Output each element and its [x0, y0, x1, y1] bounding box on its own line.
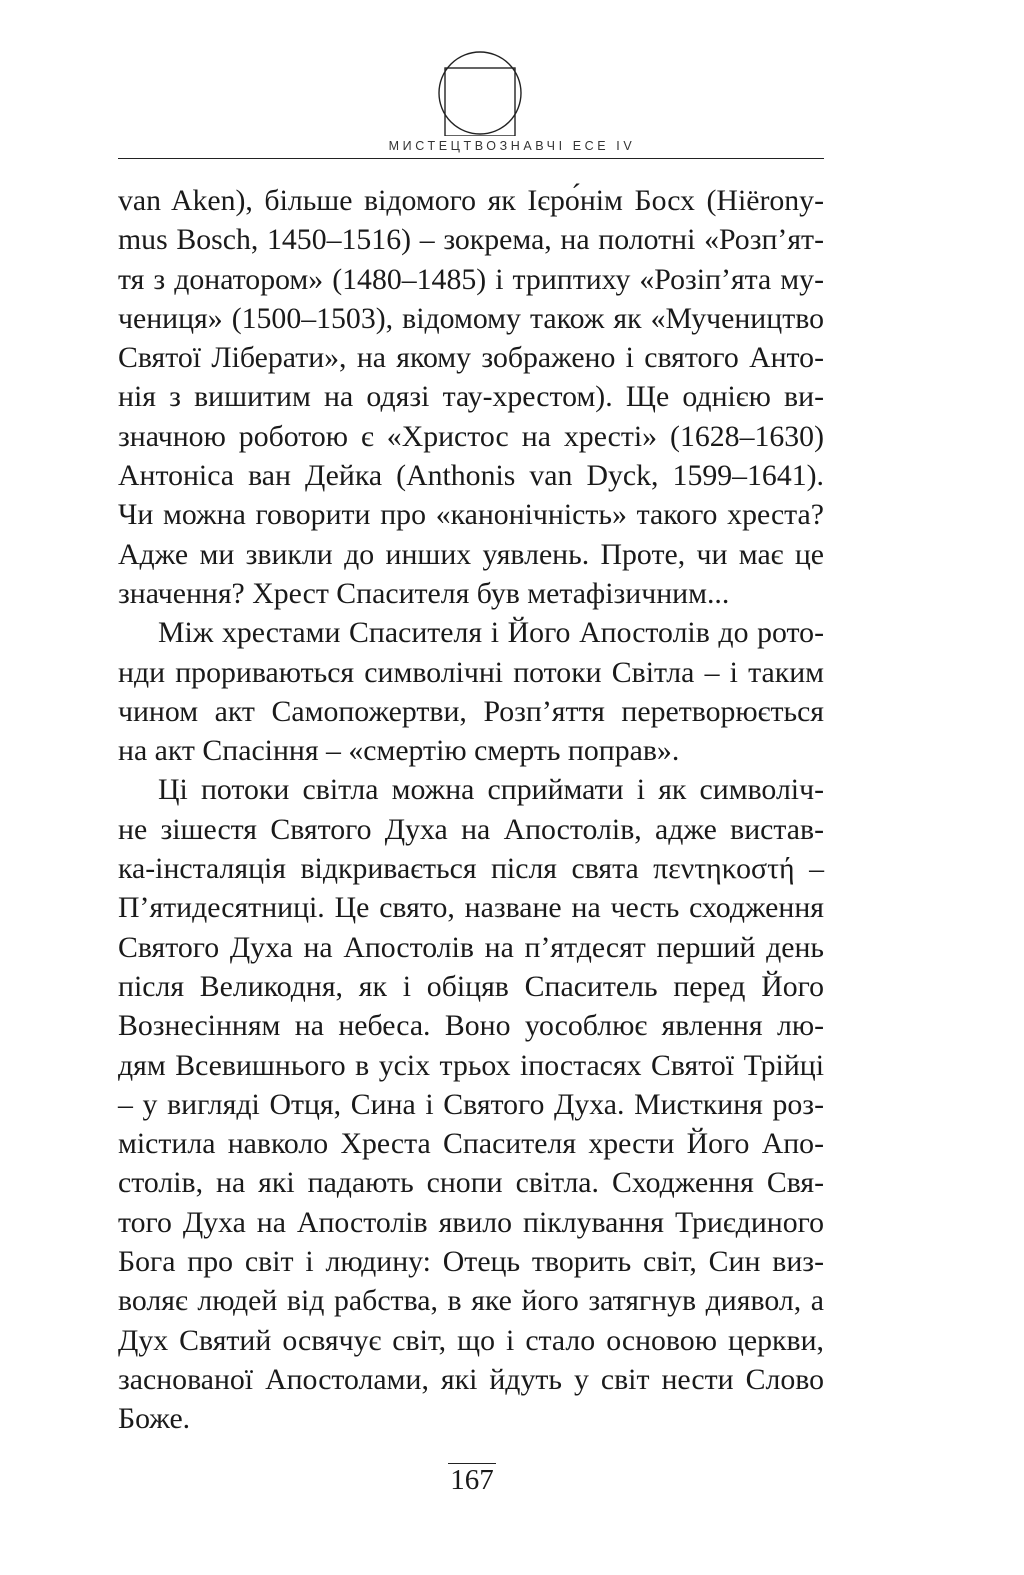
- text-line: ка-інсталяція відкривається після свята πεντηκοστή –: [118, 852, 824, 886]
- text-line: значною роботою є «Христос на хресті» (1628–1630): [118, 419, 824, 453]
- text-line: того Духа на Апостолів явило піклування Триєдиного: [118, 1205, 824, 1239]
- page-number: 167: [448, 1463, 496, 1496]
- text-line: чином акт Самопожертви, Розп’яття перетворюється: [118, 694, 824, 728]
- running-head: МИСТЕЦТВОЗНАВЧІ ЕСЕ IV: [388, 139, 636, 153]
- header-rule: [118, 158, 824, 159]
- text-line: Адже ми звикли до инших уявлень. Проте, чи має це: [118, 537, 824, 571]
- text-line: Дух Святий освячує світ, що і стало основою церкви,: [118, 1323, 824, 1357]
- text-line: Чи можна говорити про «канонічність» такого хреста?: [118, 498, 824, 532]
- text-line: значення? Хрест Спасителя був метафізичним...: [118, 576, 730, 610]
- text-line: чениця» (1500–1503), відомому також як «Мучеництво: [118, 301, 824, 335]
- text-line: Бога про світ і людину: Отець творить світ, Син виз-: [118, 1245, 824, 1279]
- text-line: Вознесінням на небеса. Воно уособлює явлення лю-: [118, 1009, 824, 1043]
- text-line: – у вигляді Отця, Сина і Святого Духа. Мисткиня роз-: [118, 1087, 824, 1121]
- text-line: не зішестя Святого Духа на Апостолів, адже вистав-: [118, 812, 824, 846]
- text-line: П’ятидесятниці. Це свято, назване на честь сходження: [118, 891, 824, 925]
- text-line: тя з донатором» (1480–1485) і триптиху «Розіп’ята му-: [118, 262, 824, 296]
- text-line: воляє людей від рабства, в яке його затягнув диявол, а: [118, 1284, 824, 1318]
- text-line: Між хрестами Спасителя і Його Апостолів до рото-: [158, 616, 824, 650]
- text-line: дям Всевишнього в усіх трьох іпостасях Святої Трійці: [118, 1048, 824, 1082]
- text-line: Святого Духа на Апостолів на п’ятдесят перший день: [118, 930, 824, 964]
- text-line: Боже.: [118, 1402, 191, 1436]
- text-line: після Великодня, як і обіцяв Спаситель перед Його: [118, 969, 824, 1003]
- text-line: заснованої Апостолами, які йдуть у світ нести Слово: [118, 1362, 824, 1396]
- text-line: Святої Ліберати», на якому зображено і святого Анто-: [118, 341, 824, 375]
- text-line: містила навколо Хреста Спасителя хрести Його Апо-: [118, 1127, 824, 1161]
- text-line: на акт Спасіння – «смертію смерть поправ».: [118, 734, 680, 768]
- text-line: van Aken), більше відомого як Ієро́нім Босх (Hiërony-: [118, 184, 824, 217]
- text-line: столів, на які падають снопи світла. Сходження Свя-: [118, 1166, 824, 1200]
- circle-square-emblem-icon: [437, 50, 523, 136]
- text-line: mus Bosch, 1450–1516) – зокрема, на полотні «Розп’ят-: [118, 223, 824, 257]
- text-line: Ці потоки світла можна сприймати і як символіч-: [158, 773, 824, 807]
- body-text: [118, 181, 824, 1439]
- text-line: нія з вишитим на одязі тау-хрестом). Ще однією ви-: [118, 380, 824, 414]
- text-line: Антоніса ван Дейка (Anthonis van Dyck, 1599–1641).: [118, 459, 824, 493]
- text-line: нди прориваються символічні потоки Світла – і таким: [118, 655, 824, 689]
